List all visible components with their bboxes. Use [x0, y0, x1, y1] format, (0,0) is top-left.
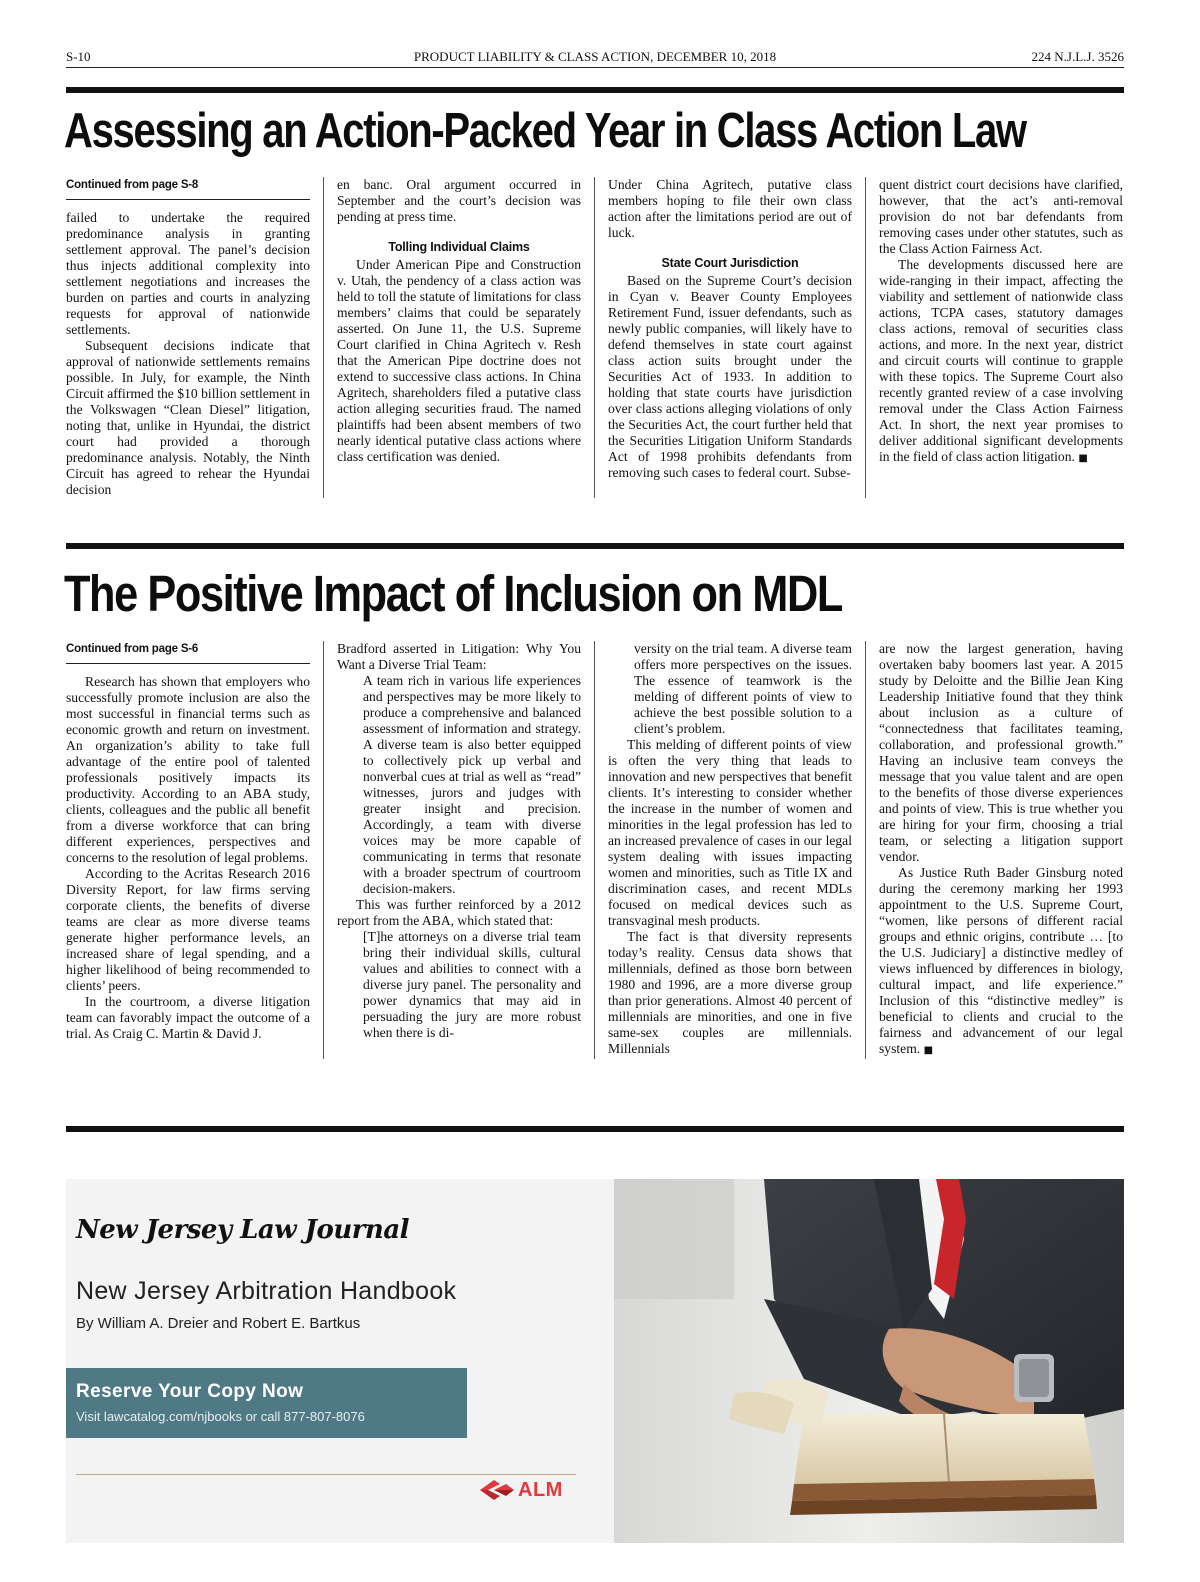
article-column — [608, 641, 852, 1059]
article-headline: The Positive Impact of Inclusion on MDL — [64, 564, 842, 622]
article-column — [879, 177, 1123, 498]
block-quote — [634, 641, 852, 737]
paragraph: In the courtroom, a diverse litigation team can favorably impact the outcome of a trial. As Craig C. Martin & David J. — [66, 994, 310, 1041]
quote-text: versity on the trial team. A diverse team offers more perspectives on the issues. The essence of teamwork is the melding of different points of view to achieve the best possible solution to a client’s problem. — [634, 641, 852, 736]
running-head — [66, 49, 1124, 68]
paragraph: According to the Acritas Research 2016 Diversity Report, for law firms serving corporate clients, the benefits of diverse teams are clear as more diverse teams generate higher performance levels, an increased share of legal spending, and a higher likelihood of being recommended to clients’ peers. — [66, 866, 310, 993]
page-number: S-10 — [66, 49, 91, 64]
reserve-copy-button[interactable] — [66, 1368, 467, 1438]
block-quote — [363, 673, 581, 897]
paragraph: quent district court decisions have clarified, however, that the act’s anti-removal provision do not bar defendants from removing cases under other statutes, such as the Class Action Fairness Act. — [879, 177, 1123, 256]
end-mark: ■ — [1078, 453, 1088, 464]
article-headline: Assessing an Action-Packed Year in Class Action Law — [64, 102, 1026, 158]
ad-divider — [76, 1474, 576, 1475]
paragraph: Under China Agritech, putative class members hoping to file their own class action after the limitations period are out of luck. — [608, 177, 852, 240]
article-column — [879, 641, 1123, 1059]
continued-from-label: Continued from page S-6 — [66, 641, 310, 664]
alm-logo — [480, 1478, 563, 1502]
article-column — [66, 641, 310, 1059]
paragraph-text: The developments discussed here are wide-ranging in their impact, affecting the viability and settlement of nationwide class actions, TCPA cases, statutory damages class actions, removal of securities class actions, and more. In the next year, district and circuit courts will continue to grapple with these topics. The Supreme Court also recently granted review of a case involving removal under the Class Action Fairness Act. In short, the next year promises to deliver additional significant developments in the field of class action litigation. — [879, 257, 1123, 464]
paragraph: Bradford asserted in Litigation: Why You Want a Diverse Trial Team: — [337, 641, 581, 672]
article-body — [66, 641, 1124, 1059]
paragraph: This melding of different points of view is often the very thing that leads to innovation and new perspectives that benefit clients. It’s interesting to consider whether the increase in the number of women and minorities in the legal profession has led to an increased prevalence of cases in our legal system dealing with issues impacting women and minorities, such as Title IX and discrimination cases, and recent MDLs focused on medical devices such as transvaginal mesh products. — [608, 737, 852, 928]
end-mark: ■ — [923, 1045, 934, 1056]
section-rule — [66, 87, 1124, 93]
paragraph: This was further reinforced by a 2012 report from the ABA, which stated that: — [337, 897, 581, 928]
cta-label: Reserve Your Copy Now — [76, 1381, 304, 1402]
paragraph: Under American Pipe and Construction v. Utah, the pendency of a class action was held to toll the statute of limitations for class members’ claims that could be separately asserted. On June 11, the U.S. Supreme Court clarified in China Agritech v. Resh that the American Pipe doctrine does not extend to successive class actions. In China Agritech, shareholders filed a putative class action alleging securities fraud. The named plaintiffs had been absent members of two nearly identical putative class actions where class certification was denied. — [337, 257, 581, 464]
publication-line: PRODUCT LIABILITY & CLASS ACTION, DECEMBER 10, 2018 — [413, 49, 777, 64]
paragraph: are now the largest generation, having overtaken baby boomers last year. A 2015 study by Deloitte and the Billie Jean King Leadership Initiative found that they think about inclusion as a culture of “connectedness that facilitates teaming, collaboration, and professional growth.” Having an inclusive team conveys the message that you value talent and are open to the benefits of those diverse experiences and points of view. This is true whether you are hiring for your firm, choosing a trial team, or selecting a litigation support vendor. — [879, 641, 1123, 864]
article-column — [66, 177, 310, 498]
continued-from-label: Continued from page S-8 — [66, 177, 310, 200]
alm-logo-icon — [480, 1480, 514, 1500]
ad-book-title: New Jersey Arbitration Handbook — [76, 1277, 457, 1305]
subhead: State Court Jurisdiction — [661, 256, 799, 270]
ad-byline: By William A. Dreier and Robert E. Bartkus — [76, 1315, 361, 1332]
paragraph: failed to undertake the required predominance analysis in granting settlement approval. The panel’s decision thus injects additional complexity into settlement negotiations and increases the burden on parties and courts in analyzing requests for approval of nationwide settlements. — [66, 210, 310, 337]
quote-text: [T]he attorneys on a diverse trial team bring their individual skills, cultural values and abilities to connect with a diverse jury panel. The personality and power dynamics that may aid in persuading the jury are more robust when there is di- — [363, 929, 581, 1040]
article-column — [337, 641, 581, 1059]
section-rule — [66, 1126, 1124, 1132]
quote-text: A team rich in various life experiences and perspectives may be more likely to produce a comprehensive and balanced assessment of information and strategy. A diverse team is also better equipped to collectively pick up verbal and nonverbal cues at trial as well as “read” witnesses, jurors and judges with greater insight and precision. Accordingly, a team with diverse voices may be more capable of communicating in terms that resonate with a broader spectrum of courtroom decision-makers. — [363, 673, 581, 896]
article-column — [337, 177, 581, 498]
ad-photo-reading-book — [614, 1179, 1124, 1543]
logo-text: ALM — [518, 1478, 563, 1501]
paragraph — [879, 257, 1123, 467]
citation: 224 N.J.L.J. 3526 — [1031, 49, 1124, 64]
subhead: Tolling Individual Claims — [388, 240, 530, 254]
article-body — [66, 177, 1124, 498]
cta-contact-line: Visit lawcatalog.com/njbooks or call 877-807-8076 — [76, 1409, 365, 1424]
block-quote — [363, 929, 581, 1041]
paragraph: Based on the Supreme Court’s decision in Cyan v. Beaver County Employees Retirement Fund, issuer defendants, such as newly public companies, will likely have to defend themselves in state court against class action suits brought under the Securities Act of 1933. In addition to holding that state courts have jurisdiction over class actions alleging violations of only the Securities Act, the court further held that the Securities Litigation Uniform Standards Act of 1998 prohibits defendants from removing such cases to federal court. Subse- — [608, 273, 852, 480]
paragraph: The fact is that diversity represents today’s reality. Census data shows that millennials, defined as those born between 1980 and 1996, are a more diverse group than prior generations. Almost 40 percent of millennials are minorities, and one in five same-sex couples are millennials. Millennials — [608, 929, 852, 1056]
ad-masthead: New Jersey Law Journal — [76, 1215, 410, 1245]
section-rule — [66, 543, 1124, 549]
book-advertisement[interactable] — [66, 1179, 1124, 1543]
paragraph — [879, 865, 1123, 1059]
paragraph: Subsequent decisions indicate that approval of nationwide settlements remains possible. In July, for example, the Ninth Circuit affirmed the $10 billion settlement in the Volkswagen “Clean Diesel” litigation, noting that, unlike in Hyundai, the district court had provided a thorough predominance analysis. Notably, the Ninth Circuit has agreed to rehear the Hyundai decision — [66, 338, 310, 497]
article-column — [608, 177, 852, 498]
paragraph: en banc. Oral argument occurred in September and the court’s decision was pending at press time. — [337, 177, 581, 224]
paragraph-text: As Justice Ruth Bader Ginsburg noted during the ceremony marking her 1993 appointment to the U.S. Supreme Court, “women, like persons of different racial groups and ethnic origins, contribute … [to the U.S. Judiciary] a distinctive medley of views influenced by differences in biology, cultural impact, and life experience.” Inclusion of this “distinctive medley” is beneficial to clients and crucial to the fairness and advancement of our legal system. — [879, 865, 1123, 1056]
paragraph: Research has shown that employers who successfully promote inclusion are also the most successful in financial terms such as economic growth and return on investment. An organization’s ability to take full advantage of the entire pool of talented professionals positively impacts its productivity. According to an ABA study, clients, colleagues and the public all benefit from a diverse workforce that can bring different experiences, perspectives and concerns to the resolution of legal problems. — [66, 674, 310, 865]
